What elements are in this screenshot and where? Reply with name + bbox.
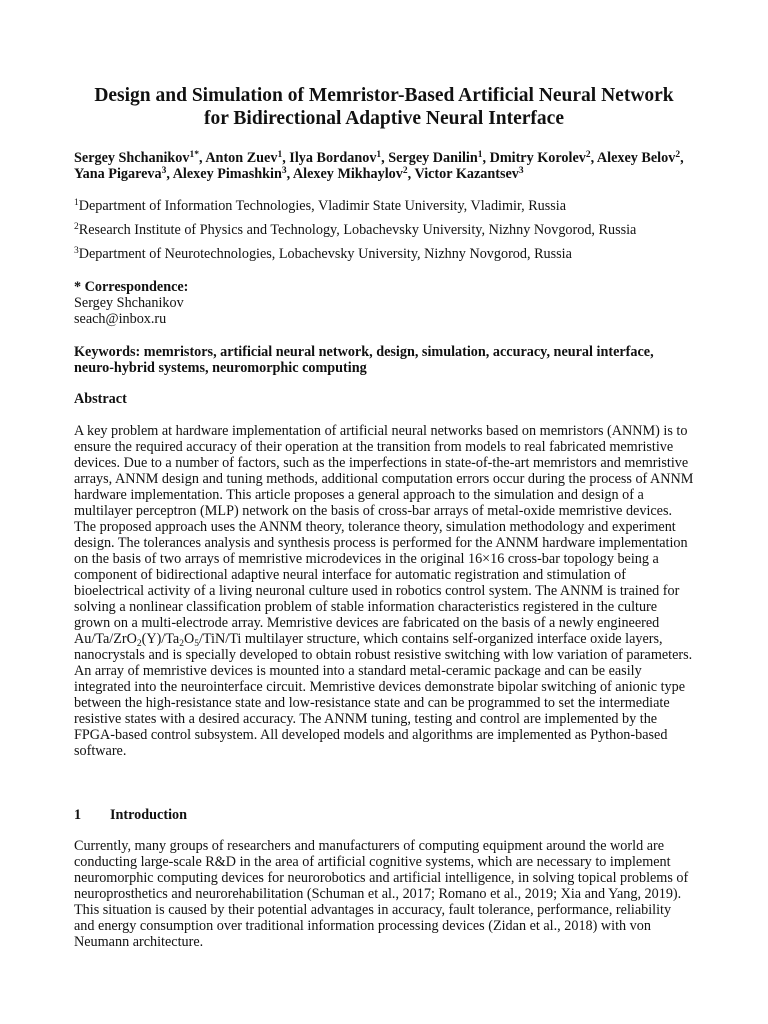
author: Alexey Belov$^2$ — [596, 150, 681, 166]
author: Yana Pigareva$^3$ — [74, 166, 167, 182]
correspondence — [74, 279, 694, 327]
affiliation-2: $^2$Research Institute of Physics and Technology, Lobachevsky University, Nizhny Novgorod, Russia — [74, 222, 637, 238]
author: Alexey Mikhaylov$^2$ — [292, 166, 408, 182]
author: Dmitry Korolev$^2$ — [489, 150, 591, 166]
keywords: Keywords: memristors, artificial neural network, design, simulation, accuracy, neural interface, neuro-hybrid systems, neuromorphic computing — [74, 344, 654, 376]
correspondence-email[interactable]: seach@inbox.ru — [74, 311, 167, 327]
author: Alexey Pimashkin$^3$ — [172, 166, 287, 182]
affiliation-3: $^3$Department of Neurotechnologies, Lobachevsky University, Nizhny Novgorod, Russia — [74, 246, 572, 262]
title-line-2: for Bidirectional Adaptive Neural Interface — [204, 108, 564, 129]
author: Sergey Shchanikov$^{1*}$ — [74, 150, 199, 166]
title-line-1: Design and Simulation of Memristor-Based Artificial Neural Network — [94, 85, 674, 106]
correspondence-name: Sergey Shchanikov — [74, 295, 184, 311]
abstract-heading: Abstract — [74, 391, 127, 407]
correspondence-label: * Correspondence: — [74, 279, 189, 295]
author: Anton Zuev$^1$ — [205, 150, 283, 166]
abstract-text: A key problem at hardware implementation of artificial neural networks based on memristors (ANNM) is to ensure the required accuracy of their operation at the transition from models to real fabricated memristive devices. Due to a number of factors, such as the imperfections in state-of-the-art memristors and memristive arrays, ANNM design and tuning methods, additional computation errors occur during the process of ANNM hardware implementation. This article proposes a general approach to the simulation and design of a multilayer perceptron (MLP) network on the basis of cross-bar arrays of metal-oxide memristive devices. The proposed approach uses the ANNM theory, tolerance theory, simulation methodology and experiment design. The tolerances analysis and synthesis process is performed for the ANNM hardware implementation on the basis of two arrays of memristive microdevices in the original 16×16 cross-bar topology being a component of bidirectional adaptive neural interface for automatic registration and stimulation of bioelectrical activity of a living neuronal culture used in robotics control system. The ANNM is trained for solving a nonlinear classification problem of stable information characteristics registered in the culture grown on a multi-electrode array. Memristive devices are fabricated on the basis of a newly engineered $Au/Ta/ZrO_2(Y)/Ta_2O_5/TiN/Ti$ multilayer structure, which contains self-organized interface oxide layers, nanocrystals and is specially developed to obtain robust resistive switching with low variation of parameters. An array of memristive devices is mounted into a standard metal-ceramic package and can be easily integrated into the neurointerface circuit. Memristive devices demonstrate bipolar switching of anionic type between the high-resistance state and low-resistance state and can be programmed to set the intermediate resistive states with a desired accuracy. The ANNM tuning, testing and control are implemented by the FPGA-based control subsystem. All developed models and algorithms are implemented as Python-based software. — [74, 423, 694, 759]
author-list: Sergey Shchanikov$^{1*}$, Anton Zuev$^1$, Ilya Bordanov$^1$, Sergey Danilin$^1$, Dmitry Korolev$^2$, Alexey Belov$^2$, Yana Pigareva$^3$, Alexey Pimashkin$^3$, Alexey Mikhaylov$^2$, Victor Kazantsev$^3$ — [74, 150, 684, 182]
section-heading-introduction — [74, 807, 694, 823]
author: Sergey Danilin$^1$ — [388, 150, 483, 166]
author: Victor Kazantsev$^3$ — [414, 166, 524, 182]
section-title: Introduction — [110, 807, 187, 823]
affiliation-1: $^1$Department of Information Technologies, Vladimir State University, Vladimir, Russia — [74, 198, 567, 214]
section-number: 1 — [74, 807, 82, 823]
paper-title — [60, 84, 708, 130]
introduction-text: Currently, many groups of researchers and manufacturers of computing equipment around the world are conducting large-scale R&D in the area of artificial cognitive systems, which are necessary to implement neuromorphic computing devices for neurorobotics and artificial intelligence, in solving topical problems of neuroprosthetics and neurorehabilitation (Schuman et al., 2017; Romano et al., 2019; Xia and Yang, 2019). This situation is caused by their potential advantages in accuracy, fault tolerance, performance, reliability and energy consumption over traditional information processing devices (Zidan et al., 2018) with von Neumann architecture. — [74, 838, 689, 950]
author: Ilya Bordanov$^1$ — [289, 150, 382, 166]
